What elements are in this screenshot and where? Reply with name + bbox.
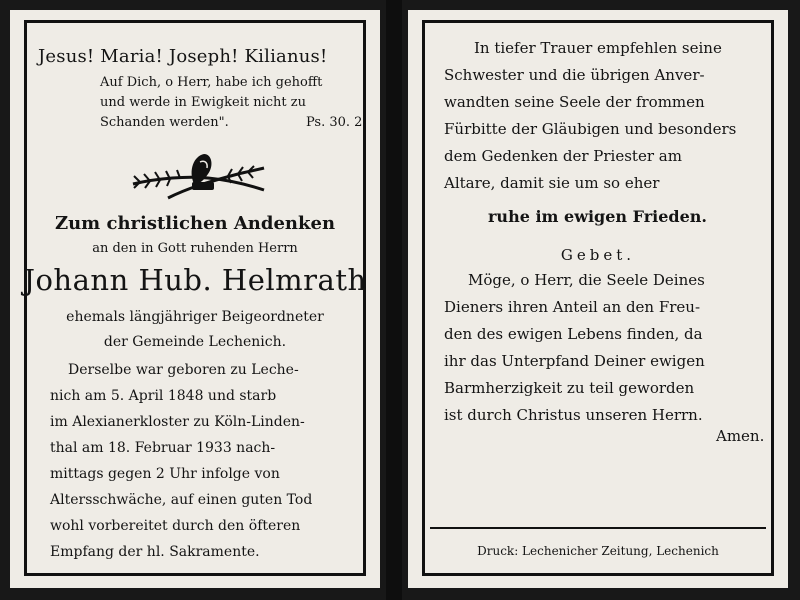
amen: Amen. <box>716 427 765 445</box>
prayer-heading: Gebet. <box>560 246 636 264</box>
crossed-palm-branches-icon <box>128 148 268 206</box>
prayer-line: Barmherzigkeit zu teil geworden <box>444 379 695 397</box>
rest-in-peace-emphasis: ruhe im ewigen Frieden. <box>488 207 707 226</box>
intro-line: Altare, damit sie um so eher <box>444 174 660 192</box>
intro-line: Fürbitte der Gläubigen und besonders <box>444 120 737 138</box>
card-fold-gap <box>386 0 402 600</box>
bio-line: wohl vorbereitet durch den öfteren <box>50 518 301 534</box>
bio-line: thal am 18. Februar 1933 nach- <box>50 440 276 456</box>
intro-line: wandten seine Seele der frommen <box>444 93 705 111</box>
deceased-title-line: der Gemeinde Lechenich. <box>103 334 287 350</box>
psalm-reference: Ps. 30. 2. <box>306 115 367 130</box>
deceased-title-line: ehemals längjähriger Beigeordneter <box>66 309 324 325</box>
invocation: Jesus! Maria! Joseph! Kilianus! <box>38 46 328 67</box>
prayer-line: ihr das Unterpfand Deiner ewigen <box>444 352 705 370</box>
prayer-line: ist durch Christus unseren Herrn. <box>444 406 703 424</box>
prayer-line: Dieners ihren Anteil an den Freu- <box>444 298 701 316</box>
deceased-name: Johann Hub. Helmrath <box>23 263 367 297</box>
bio-line: Altersschwäche, auf einen guten Tod <box>50 492 313 508</box>
psalm-line: Schanden werden". <box>100 115 229 130</box>
intro-line: dem Gedenken der Priester am <box>444 147 682 165</box>
bio-line: im Alexianerkloster zu Köln-Linden- <box>50 414 305 430</box>
right-memorial-card <box>408 10 788 588</box>
left-memorial-card <box>10 10 380 588</box>
memorial-subheading: an den in Gott ruhenden Herrn <box>92 241 298 256</box>
psalm-line: Auf Dich, o Herr, habe ich gehofft <box>100 75 323 90</box>
printer-credit: Druck: Lechenicher Zeitung, Lechenich <box>477 544 719 558</box>
prayer-line: den des ewigen Lebens finden, da <box>444 325 703 343</box>
psalm-line: und werde in Ewigkeit nicht zu <box>100 95 306 110</box>
printer-divider <box>430 527 766 529</box>
bio-line: mittags gegen 2 Uhr infolge von <box>50 466 280 482</box>
memorial-heading: Zum christlichen Andenken <box>54 213 336 234</box>
intro-line: Schwester und die übrigen Anver- <box>444 66 705 84</box>
bio-line: Derselbe war geboren zu Leche- <box>68 362 299 378</box>
bio-line: Empfang der hl. Sakramente. <box>50 544 260 560</box>
bio-line: nich am 5. April 1848 und starb <box>50 388 277 404</box>
intro-line: In tiefer Trauer empfehlen seine <box>474 39 722 57</box>
prayer-line: Möge, o Herr, die Seele Deines <box>468 271 705 289</box>
